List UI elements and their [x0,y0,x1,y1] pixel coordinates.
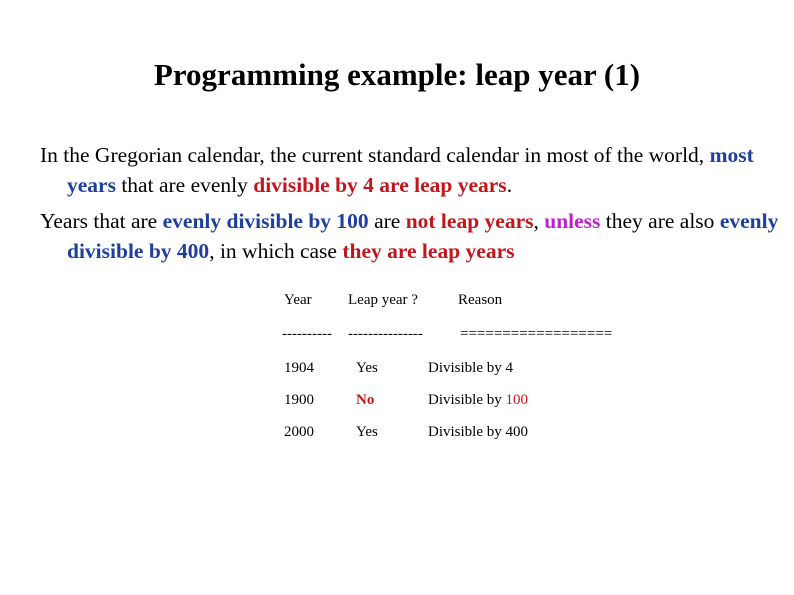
highlight-are-leap-years: they are leap years [342,239,515,263]
reason-text: Divisible by 4 [428,360,513,376]
table-header-reason: Reason [458,292,503,308]
paragraph-exceptions [40,206,794,266]
paragraph-text: , in which case [209,239,343,263]
paragraph-text: are [368,209,406,233]
paragraph-text: that are evenly [115,173,254,197]
table-cell-year: 1900 [284,392,314,408]
table-cell-leap: Yes [356,360,378,376]
table-separator: ---------- [282,326,332,342]
table-separator: --------------- [348,326,423,342]
paragraph-text: . [506,173,513,197]
table-separator: ================== [460,326,613,342]
highlight-not-leap-years: not leap years [405,209,534,233]
highlight-unless: unless [544,209,601,233]
table-cell-year: 1904 [284,360,314,376]
reason-highlight: 100 [505,392,528,408]
paragraph-text: they are also [600,209,720,233]
highlight-divisible-by-400: evenly divisible by 400 [67,209,779,263]
table-cell-leap: No [356,392,375,408]
table-cell-reason [428,423,528,441]
table-cell-reason [428,359,513,377]
reason-text: Divisible by [428,392,506,408]
table-cell-reason [428,391,528,409]
highlight-divisible-by-4: divisible by 4 are leap years [253,173,507,197]
paragraph-gregorian [40,140,794,200]
highlight-divisible-by-100: evenly divisible by 100 [162,209,369,233]
highlight-most-years: most years [67,143,754,197]
reason-text: Divisible by 400 [428,424,528,440]
paragraph-text: , [533,209,545,233]
table-cell-year: 2000 [284,424,314,440]
slide-title: Programming example: leap year (1) [153,57,641,92]
table-cell-leap: Yes [356,424,378,440]
paragraph-text: Years that are [40,209,163,233]
table-header-leap-year: Leap year ? [348,292,418,308]
paragraph-text: In the Gregorian calendar, the current standard calendar in most of the world, [40,143,710,167]
table-header-year: Year [284,292,312,308]
